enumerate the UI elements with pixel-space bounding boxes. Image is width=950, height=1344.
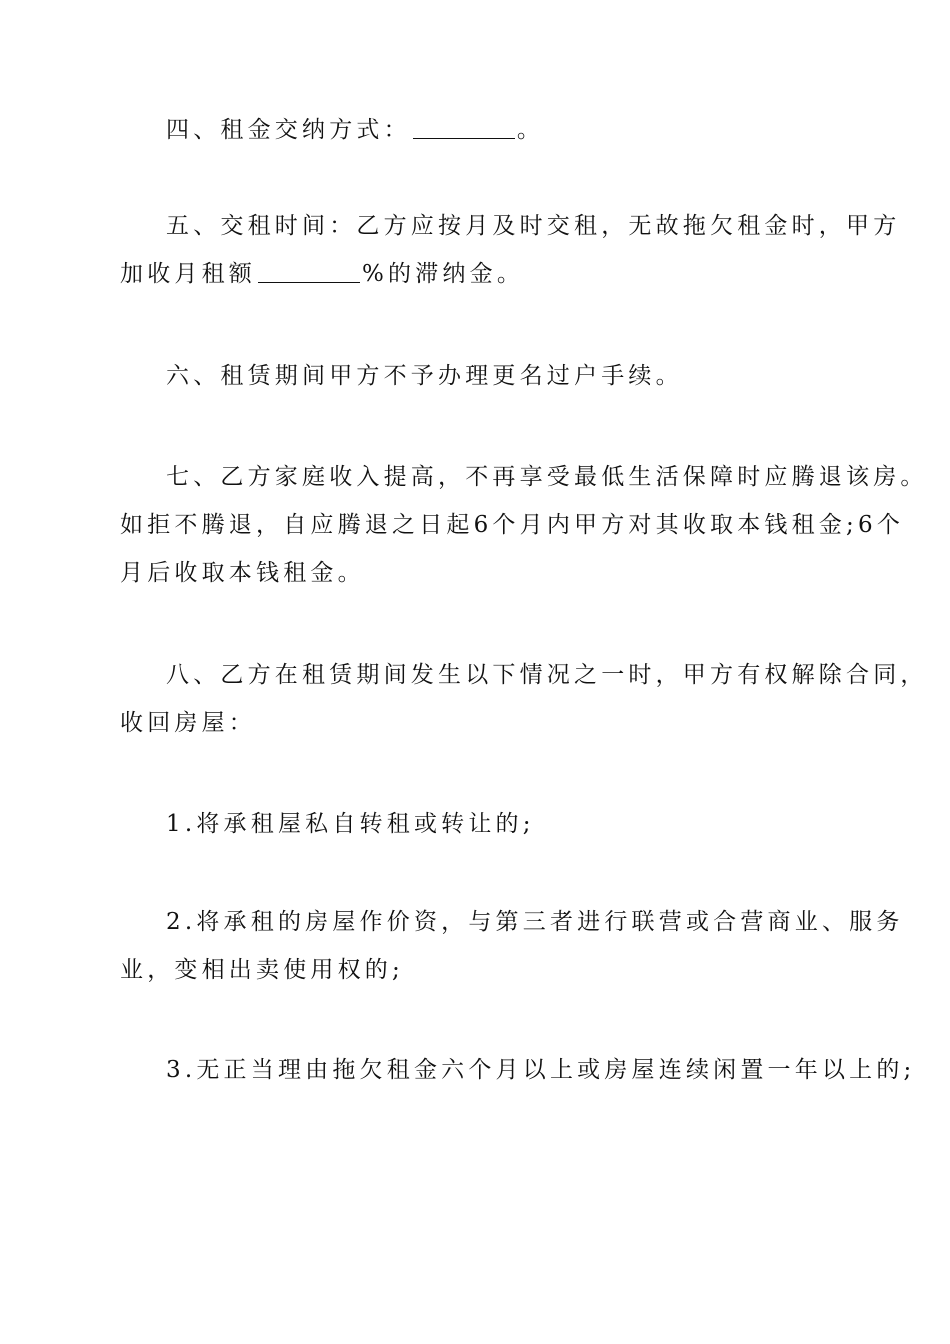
item-2-line-1: 2.将承租的房屋作价资，与第三者进行联营或合营商业、服务 bbox=[166, 909, 904, 935]
clause-6-no-transfer bbox=[120, 352, 840, 400]
clause-4-prefix: 四、租金交纳方式： bbox=[166, 117, 411, 143]
item-3-line-1: 3.无正当理由拖欠租金六个月以上或房屋连续闲置一年以上的; bbox=[166, 1057, 916, 1083]
clause-8-termination bbox=[120, 651, 928, 747]
clause-7-line-3: 月后收取本钱租金。 bbox=[120, 560, 365, 586]
clause-7-income-increase bbox=[120, 453, 928, 597]
item-2-line-2: 业，变相出卖使用权的; bbox=[120, 957, 404, 983]
clause-4-line-1 bbox=[120, 106, 840, 154]
clause-5-line-1: 五、交租时间：乙方应按月及时交租，无故拖欠租金时，甲方 bbox=[166, 213, 901, 239]
clause-6-line-1: 六、租赁期间甲方不予办理更名过户手续。 bbox=[166, 363, 683, 389]
clause-5-line-2-suffix: %的滞纳金。 bbox=[362, 261, 525, 287]
clause-5-line-2 bbox=[120, 250, 840, 298]
clause-8-line-2: 收回房屋： bbox=[120, 710, 256, 736]
item-1-line-1: 1.将承租屋私自转租或转让的; bbox=[166, 811, 535, 837]
clause-7-line-1: 七、乙方家庭收入提高，不再享受最低生活保障时应腾退该房。 bbox=[166, 464, 928, 490]
clause-5-line-2-prefix: 加收月租额 bbox=[120, 261, 256, 287]
termination-item-2 bbox=[120, 898, 904, 994]
late-fee-percent-blank bbox=[258, 256, 360, 283]
clause-4-suffix: 。 bbox=[516, 117, 545, 143]
clause-7-line-2: 如拒不腾退，自应腾退之日起6个月内甲方对其收取本钱租金;6个 bbox=[120, 512, 905, 538]
clause-5-payment-time bbox=[120, 202, 901, 298]
termination-item-1 bbox=[120, 800, 840, 848]
clause-4-payment-method bbox=[120, 106, 840, 154]
payment-method-blank bbox=[413, 112, 515, 139]
clause-8-line-1: 八、乙方在租赁期间发生以下情况之一时，甲方有权解除合同， bbox=[166, 662, 928, 688]
termination-item-3 bbox=[120, 1046, 916, 1094]
